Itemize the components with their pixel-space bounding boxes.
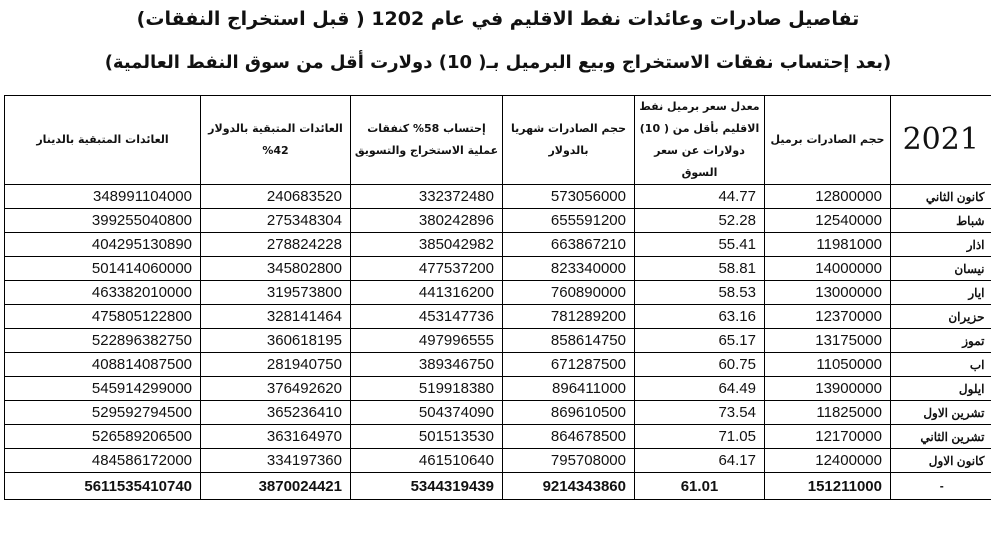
page-subtitle: (بعد إحتساب نفقات الاستخراج وبيع البرميل بـ( 10) دولارت أقل من سوق النفط العالمية) <box>104 52 892 73</box>
header-costs: إحتساب 58% كنفقات عملية الاستخراج والتسويق <box>351 96 503 185</box>
cell-month: تشرين الثاني <box>891 425 991 449</box>
cell-volume-dollars: 781289200 <box>503 305 635 329</box>
cell-month: ايار <box>891 281 991 305</box>
cell-costs: 380242896 <box>351 209 503 233</box>
cell-costs: 385042982 <box>351 233 503 257</box>
cell-revenue-iqd: 463382010000 <box>5 281 201 305</box>
cell-volume-barrels: 11981000 <box>765 233 891 257</box>
cell-revenue-usd: 278824228 <box>201 233 351 257</box>
cell-costs: 504374090 <box>351 401 503 425</box>
cell-avg-price: 64.17 <box>635 449 765 473</box>
cell-volume-barrels: 11050000 <box>765 353 891 377</box>
header-year: 2021 <box>891 96 991 185</box>
cell-volume-dollars: 795708000 <box>503 449 635 473</box>
cell-revenue-iqd: 399255040800 <box>5 209 201 233</box>
table-row <box>5 425 991 449</box>
cell-month: ايلول <box>891 377 991 401</box>
total-cell-revenue-usd: 3870024421 <box>201 473 351 500</box>
total-cell-revenue-iqd: 5611535410740 <box>5 473 201 500</box>
cell-avg-price: 58.53 <box>635 281 765 305</box>
cell-costs: 332372480 <box>351 185 503 209</box>
cell-avg-price: 44.77 <box>635 185 765 209</box>
cell-volume-barrels: 12400000 <box>765 449 891 473</box>
cell-volume-barrels: 12800000 <box>765 185 891 209</box>
table-row <box>5 233 991 257</box>
cell-month: تشرين الاول <box>891 401 991 425</box>
header-volume-dollars: حجم الصادرات شهريا بالدولار <box>503 96 635 185</box>
table-row <box>5 329 991 353</box>
cell-revenue-usd: 363164970 <box>201 425 351 449</box>
cell-avg-price: 63.16 <box>635 305 765 329</box>
total-row <box>5 473 991 500</box>
cell-revenue-usd: 281940750 <box>201 353 351 377</box>
header-revenue-usd: العائدات المتبقية بالدولار 42% <box>201 96 351 185</box>
cell-volume-dollars: 869610500 <box>503 401 635 425</box>
cell-revenue-iqd: 404295130890 <box>5 233 201 257</box>
cell-volume-barrels: 12370000 <box>765 305 891 329</box>
cell-volume-barrels: 13900000 <box>765 377 891 401</box>
cell-costs: 501513530 <box>351 425 503 449</box>
cell-month: اب <box>891 353 991 377</box>
table-row <box>5 449 991 473</box>
page-title: تفاصيل صادرات وعائدات نفط الاقليم في عام 1202 ( قبل استخراج النفقات) <box>136 8 860 30</box>
table-body <box>5 185 991 500</box>
cell-costs: 519918380 <box>351 377 503 401</box>
table-row <box>5 353 991 377</box>
cell-revenue-usd: 240683520 <box>201 185 351 209</box>
cell-volume-dollars: 573056000 <box>503 185 635 209</box>
cell-volume-barrels: 13175000 <box>765 329 891 353</box>
header-row <box>5 96 991 185</box>
cell-costs: 441316200 <box>351 281 503 305</box>
cell-revenue-usd: 328141464 <box>201 305 351 329</box>
table-row <box>5 401 991 425</box>
cell-revenue-usd: 275348304 <box>201 209 351 233</box>
cell-costs: 461510640 <box>351 449 503 473</box>
cell-avg-price: 60.75 <box>635 353 765 377</box>
table-row <box>5 281 991 305</box>
cell-month: اذار <box>891 233 991 257</box>
cell-avg-price: 71.05 <box>635 425 765 449</box>
cell-volume-barrels: 11825000 <box>765 401 891 425</box>
cell-avg-price: 55.41 <box>635 233 765 257</box>
cell-costs: 389346750 <box>351 353 503 377</box>
cell-revenue-iqd: 529592794500 <box>5 401 201 425</box>
cell-revenue-iqd: 475805122800 <box>5 305 201 329</box>
cell-volume-dollars: 760890000 <box>503 281 635 305</box>
total-cell-volume-barrels: 151211000 <box>765 473 891 500</box>
cell-month: كانون الاول <box>891 449 991 473</box>
oil-exports-table <box>4 95 991 500</box>
cell-costs: 497996555 <box>351 329 503 353</box>
cell-volume-dollars: 864678500 <box>503 425 635 449</box>
cell-volume-dollars: 823340000 <box>503 257 635 281</box>
cell-avg-price: 65.17 <box>635 329 765 353</box>
cell-volume-dollars: 858614750 <box>503 329 635 353</box>
header-volume-barrels: حجم الصادرات برميل <box>765 96 891 185</box>
header-avg-price: معدل سعر برميل نفط الاقليم بأقل من ( 10) دولارات عن سعر السوق <box>635 96 765 185</box>
cell-revenue-iqd: 484586172000 <box>5 449 201 473</box>
cell-costs: 453147736 <box>351 305 503 329</box>
table-row <box>5 209 991 233</box>
cell-volume-dollars: 663867210 <box>503 233 635 257</box>
cell-volume-barrels: 12540000 <box>765 209 891 233</box>
cell-revenue-iqd: 522896382750 <box>5 329 201 353</box>
cell-revenue-iqd: 501414060000 <box>5 257 201 281</box>
table-row <box>5 377 991 401</box>
table-row <box>5 185 991 209</box>
total-cell-volume-dollars: 9214343860 <box>503 473 635 500</box>
cell-avg-price: 64.49 <box>635 377 765 401</box>
cell-revenue-iqd: 526589206500 <box>5 425 201 449</box>
cell-revenue-iqd: 348991104000 <box>5 185 201 209</box>
cell-month: شباط <box>891 209 991 233</box>
total-cell-month: - <box>891 473 991 500</box>
cell-avg-price: 58.81 <box>635 257 765 281</box>
cell-avg-price: 52.28 <box>635 209 765 233</box>
cell-month: كانون الثاني <box>891 185 991 209</box>
cell-month: نيسان <box>891 257 991 281</box>
cell-volume-barrels: 13000000 <box>765 281 891 305</box>
header-revenue-iqd: العائدات المتبقية بالدينار <box>5 96 201 185</box>
cell-revenue-usd: 376492620 <box>201 377 351 401</box>
cell-volume-barrels: 14000000 <box>765 257 891 281</box>
cell-revenue-usd: 345802800 <box>201 257 351 281</box>
cell-revenue-iqd: 408814087500 <box>5 353 201 377</box>
table-row <box>5 257 991 281</box>
total-cell-costs: 5344319439 <box>351 473 503 500</box>
cell-avg-price: 73.54 <box>635 401 765 425</box>
cell-month: تموز <box>891 329 991 353</box>
cell-revenue-usd: 360618195 <box>201 329 351 353</box>
cell-revenue-iqd: 545914299000 <box>5 377 201 401</box>
cell-revenue-usd: 319573800 <box>201 281 351 305</box>
cell-month: حزيران <box>891 305 991 329</box>
cell-revenue-usd: 365236410 <box>201 401 351 425</box>
cell-volume-barrels: 12170000 <box>765 425 891 449</box>
cell-volume-dollars: 896411000 <box>503 377 635 401</box>
total-cell-avg-price: 61.01 <box>635 473 765 500</box>
cell-volume-dollars: 655591200 <box>503 209 635 233</box>
table-row <box>5 305 991 329</box>
cell-volume-dollars: 671287500 <box>503 353 635 377</box>
cell-costs: 477537200 <box>351 257 503 281</box>
cell-revenue-usd: 334197360 <box>201 449 351 473</box>
